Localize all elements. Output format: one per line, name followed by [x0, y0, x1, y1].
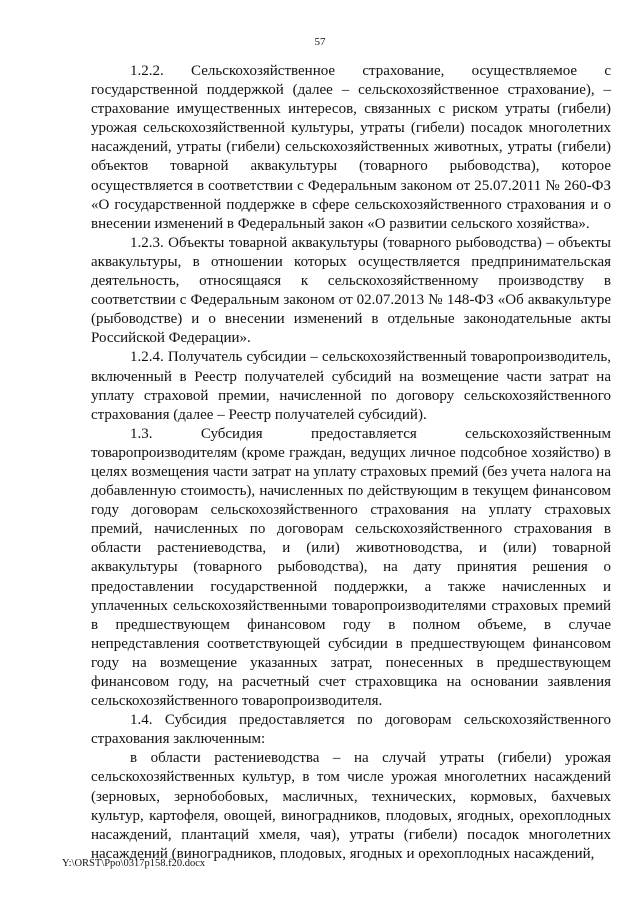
paragraph-1-2-4: 1.2.4. Получатель субсидии – сельскохозяйственный товаропроизводитель, включенный в Реестр получателей субсидий на возмещение части затрат на уплату страховой премии, начисленной по договору сельскохозяйственного страхования (далее – Реестр получателей субсидий). — [91, 349, 611, 423]
paragraph-crop-insurance: в области растениеводства – на случай утраты (гибели) урожая сельскохозяйственных культур, в том числе урожая многолетних насаждений (зерновых, зернобобовых, масличных, технических, кормовых, бахчевых культур, картофеля, овощей, виноградников, плодовых, ягодных, орехоплодных насаждений, плантаций хмеля, чая), утраты (гибели) посадок многолетних насаждений (виноградников, плодовых, ягодных и орехоплодных насаждений, — [91, 750, 611, 862]
paragraph-1-3: 1.3. Субсидия предоставляется сельскохозяйственным товаропроизводителям (кроме граждан, ведущих личное подсобное хозяйство) в целях возмещения части затрат на уплату страховых премий (без учета налога на добавленную стоимость), начисленных по действующим в текущем финансовом году договорам сельскохозяйственного страхования на уплату страховых премий, начисленных по договорам сельскохозяйственного страхования в области растениеводства, и (или) животноводства, и (или) товарной аквакультуры (товарного рыбоводства), на дату принятия решения о предоставлении государственной поддержки, а также начисленных и уплаченных сельскохозяйственными товаропроизводителями страховых премий в предшествующем финансовом году в полном объеме, в случае непредставления соответствующей субсидии в предшествующем финансовом году на возмещение указанных затрат, понесенных в предшествующем финансовом году, на расчетный счет страховщика на основании заявления сельскохозяйственного товаропроизводителя. — [91, 425, 611, 710]
paragraph-1-4: 1.4. Субсидия предоставляется по договорам сельскохозяйственного страхования заключенным: — [91, 712, 611, 748]
document-body — [91, 62, 611, 864]
footer-file-path: Y:\ORST\Ppo\0317p158.f20.docx — [62, 858, 206, 869]
page-number: 57 — [314, 36, 326, 48]
paragraph-1-2-2: 1.2.2. Сельскохозяйственное страхование, осуществляемое с государственной поддержкой (далее – сельскохозяйственное страхование), – страхование имущественных интересов, связанных с риском утраты (гибели) урожая сельскохозяйственной культуры, утраты (гибели) посадок многолетних насаждений, утраты (гибели) сельскохозяйственных животных, утраты (гибели) объектов товарной аквакультуры (товарного рыбоводства), которое осуществляется в соответствии с Федеральным законом от 25.07.2011 № 260-ФЗ «О государственной поддержке в сфере сельскохозяйственного страхования и о внесении изменений в Федеральный закон «О развитии сельского хозяйства». — [91, 63, 611, 232]
paragraph-1-2-3: 1.2.3. Объекты товарной аквакультуры (товарного рыбоводства) – объекты аквакультуры, в отношении которых осуществляется предпринимательская деятельность, относящаяся к сельскохозяйственному производству в соответствии с Федеральным законом от 02.07.2013 № 148-ФЗ «Об аквакультуре (рыбоводстве) и о внесении изменений в отдельные законодательные акты Российской Федерации». — [91, 234, 611, 347]
